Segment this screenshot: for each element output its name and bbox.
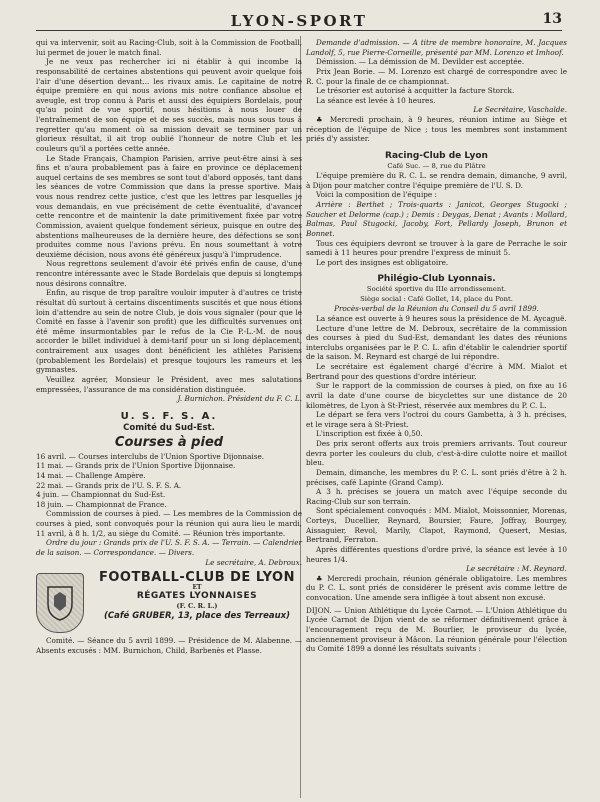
left-column	[36, 38, 302, 655]
paragraph: qui va intervenir, soit au Racing-Club, soit à la Commission de Football, lui permet de jouer le match final.	[36, 38, 302, 57]
page-number: 13	[542, 11, 562, 27]
calendar-item: 18 juin. — Championnat de France.	[36, 499, 167, 509]
paragraph: Le départ se fera vers l'octroi du cours Gambetta, à 3 h. précises, et le virage sera à St-Priest.	[306, 410, 567, 429]
paragraph: Comité. — Séance du 5 avril 1899. — Présidence de M. Alabenne. — Absents excusés : MM. Burnichon, Child, Barbenès et Plasse.	[36, 636, 302, 655]
paragraph: Le port des insignes est obligatoire.	[316, 257, 449, 267]
paragraph: Sont spécialement convoqués : MM. Mialot, Moissonnier, Morenas, Corteys, Ducellier, Reynard, Boursier, Faure, Joffray, Bourgey, Aissaguier, Revol, Marily, Clapot, Raymond, Quesert, Mesias, Bertrand, Ferraton.	[306, 506, 567, 545]
paragraph: Je ne veux pas rechercher ici ni établir à qui incombe la responsabilité de certaines abstentions qui peuvent avoir quelque fois l'air d'une désertion devant... les rivaux amis. Le capitaine de notre équipe première en qui nous avions mis notre confiance absolue et aveugle, est trop connu à Paris et aussi des équipiers Bordelais, pour qu'au point de vue sportif, nous hésitions à nous louer de l'entraînement de son équipe et de ses succès, mais nous sous tous à regretter qu'au moment où sa mission devait se terminer par un glorieux résultat, il ait trop oublié l'honneur de notre Club et les couleurs qu'il a portées cette année.	[36, 57, 302, 153]
club-title: FOOTBALL-CLUB DE LYON	[99, 570, 295, 586]
paragraph: Le secrétaire est également chargé d'écrire à MM. Mialot et Bertrand pour des questions d'ordre intérieur.	[306, 362, 567, 381]
paragraph: Prix Jean Borie. — M. Lorenzo est chargé de correspondre avec le R. C. pour la finale de ce championnat.	[306, 66, 567, 86]
section-subtitle: Société sportive du IIIe arrondissement.	[366, 285, 507, 293]
paragraph: Veuillez agréer, Monsieur le Président, avec mes salutations empressées, l'assurance de ma considération distinguée.	[36, 374, 302, 394]
signature: Le secrétaire : M. Reynard.	[466, 564, 567, 574]
calendar-item: 22 mai. — Grands prix de l'U. S. F. S. A.	[36, 480, 182, 490]
section-minutes-title: Procès-verbal de la Réunion du Conseil du 5 avril 1899.	[334, 304, 539, 314]
section-address: Siège social : Café Gollet, 14, place du Pont.	[360, 294, 513, 303]
section-subheading: Comité du Sud-Est.	[123, 423, 215, 434]
paragraph: Après différentes questions d'ordre privé, la séance est levée à 10 heures 1/4.	[306, 544, 567, 564]
section-heading-usfsa: U. S. F. S. A.	[120, 410, 218, 422]
section-heading-racing: Racing-Club de Lyon	[385, 150, 488, 161]
paragraph: Voici la composition de l'équipe :	[316, 190, 437, 200]
club-et: ET	[192, 583, 202, 591]
right-column	[306, 38, 567, 654]
calendar-item: 11 mai. — Grands prix de l'Union Sportive Dijonnaise.	[36, 461, 236, 471]
football-club-header	[36, 570, 302, 633]
section-heading-philegio: Philégio-Club Lyonnais.	[377, 274, 496, 285]
paragraph: ♣ Mercredi prochain, réunion générale obligatoire. Les membres du P. C. L. sont priés de considérer le présent avis comme lettre de convocation. Une amende sera infligée à tout absent non excusé.	[306, 573, 567, 602]
club-crest-icon	[36, 573, 84, 633]
signature: J. Burnichon. Président du F. C. L.	[177, 394, 302, 404]
paragraph: L'inscription est fixée à 0,50.	[316, 429, 423, 439]
paragraph: Démission. — La démission de M. Devilder est acceptée.	[316, 57, 525, 67]
paragraph: Tous ces équipiers devront se trouver à la gare de Perrache le soir samedi à 11 heures pour prendre l'express de minuit 5.	[306, 238, 567, 258]
signature: Le Secrétaire, Vaschalde.	[473, 105, 567, 115]
signature: Le secrétaire, A. Debroux.	[205, 557, 302, 567]
paragraph: Ordre du jour : Grands prix de l'U. S. F. S. A. — Terrain. — Calendrier de la saison. — Correspondance. — Divers.	[36, 538, 302, 557]
paragraph: Le trésorier est autorisé à acquitter la facture Storck.	[316, 86, 515, 96]
paragraph: A 3 h. précises se jouera un match avec l'équipe seconde du Racing-Club sur son terrain.	[306, 487, 567, 506]
club-abbr: (F. C. R. L.)	[176, 602, 218, 610]
paragraph: Demande d'admission. — A titre de membre honoraire, M. Jacques Landolf, 5, rue Pierre-Corneille, présenté par MM. Lorenzo et Imhoof.	[306, 38, 567, 57]
calendar-item: 16 avril. — Courses interclubs de l'Union Sportive Dijonnaise.	[36, 451, 265, 461]
section-address: Café Suc. — 8, rue du Plâtre	[387, 161, 486, 170]
paragraph: La séance est ouverte à 9 heures sous la présidence de M. Aycaguë.	[316, 313, 567, 323]
paragraph: Enfin, au risque de trop paraître vouloir imputer à d'autres ce triste résultat dû surtout à certains discentiments suscités et que nous étions loin d'attendre au sein de notre Club, je dois vous signaler (pour que le Comité en fasse à l'avenir son profit) que les difficultés survenues ont été même insurmontables par le refus de la Cie P.-L.-M. de nous accorder le billet individuel à demi-tarif pour un si long déplacement, contrairement aux usages dont bénéficient les athlètes Parisiens (probablement les Bordelais) et presque toujours les rameurs et les gymnastes.	[36, 288, 302, 375]
paragraph: Des prix seront offerts aux trois premiers arrivants. Tout coureur devra porter les couleurs du club, c'est-à-dire culotte noire et maillot bleu.	[306, 439, 567, 468]
club-subtitle: RÉGATES LYONNAISES	[136, 591, 258, 602]
paragraph: ♣ Mercredi prochain, à 9 heures, réunion intime au Siège et réception de l'équipe de Nice ; tous les membres sont instamment priés d'y assister.	[306, 115, 567, 144]
paragraph: DIJON. — Union Athlétique du Lycée Carnot. — L'Union Athlétique du Lycée Carnot de Dijon vient de se réformer définitivement grâce à l'encouragement reçu de M. Bourlier, le proviseur du lycée, anciennement proviseur à Mâcon. La réunion générale pour l'élection du Comité 1899 a donné les résultats suivants :	[306, 605, 567, 654]
paragraph: La séance est levée à 10 heures.	[316, 95, 436, 105]
paragraph: L'équipe première du R. C. L. se rendra demain, dimanche, 9 avril, à Dijon pour matcher contre l'équipe première de l'U. S. D.	[306, 171, 567, 190]
paragraph: Le Stade Français, Champion Parisien, arrive peut-être ainsi à ses fins et n'aura probablement pas à faire en province ce déplacement auquel certains de ses membres se sont tout d'abord opposés, tant dans les séances de votre Commission que dans la presse sportive. Mais vous nous rendrez cette justice, c'est que les lettres par lesquelles je vous demandais, en vue précisément de cette éventualité, d'avancer cette rencontre et de maintenir la date primitivement fixée par votre Commission, avaient quelque fondement sérieux, puisque en outre des abstentions malheureuses de la dernière heure, des défections se sont produites comme nous l'avions prévu. En nous soumettant à votre deuxième décision, nous avons été généreux jusqu'à l'imprudence.	[36, 153, 302, 259]
paragraph: Lecture d'une lettre de M. Debroux, secrétaire de la commission des courses à pied du Sud-Est, demandant les dates des réunions interclubs organisées par le P. C. L. afin d'établir le calendrier sportif de la saison. M. Reynard est chargé de lui répondre.	[306, 323, 567, 362]
paragraph: Arrière : Berthet ; Trois-quarts : Janicot, Georges Stugocki ; Saucher et Delorme (cap.) ; Demis : Deygas, Denat ; Avants : Mollard, Balmas, Paul Stugocki, Jacoby, Fort, Pellardy Joseph, Brunon et Bonnet.	[306, 200, 567, 238]
calendar-item: 14 mai. — Challenge Ampère.	[36, 470, 146, 480]
masthead: LYON-SPORT	[230, 12, 368, 30]
paragraph: Demain, dimanche, les membres du P. C. L. sont priés d'être à 2 h. précises, café Lapinte (Grand Camp).	[306, 467, 567, 487]
section-title-courses: Courses à pied	[114, 435, 224, 450]
paragraph: Commission de courses à pied. — Les membres de la Commission de courses à pied, sont convoqués pour la réunion qui aura lieu le mardi, 11 avril, à 8 h. 1/2, au siège du Comité. — Réunion très importante.	[36, 509, 302, 538]
page-header	[36, 10, 562, 31]
calendar-item: 4 juin. — Championnat du Sud-Est.	[36, 490, 166, 500]
paragraph: Sur le rapport de la commission de courses à pied, on fixe au 16 avril la date d'une course de bicyclettes sur une distance de 20 kilomètres, de Lyon à St-Priest, réservée aux membres du P. C. L.	[306, 381, 567, 410]
paragraph: Nous regrettons seulement d'avoir été privés enfin de cause, d'une rencontre intéressante avec le Stade Bordelais que depuis si longtemps nous désirons connaître.	[36, 259, 302, 288]
club-address: (Café GRUBER, 13, place des Terreaux)	[103, 610, 291, 621]
